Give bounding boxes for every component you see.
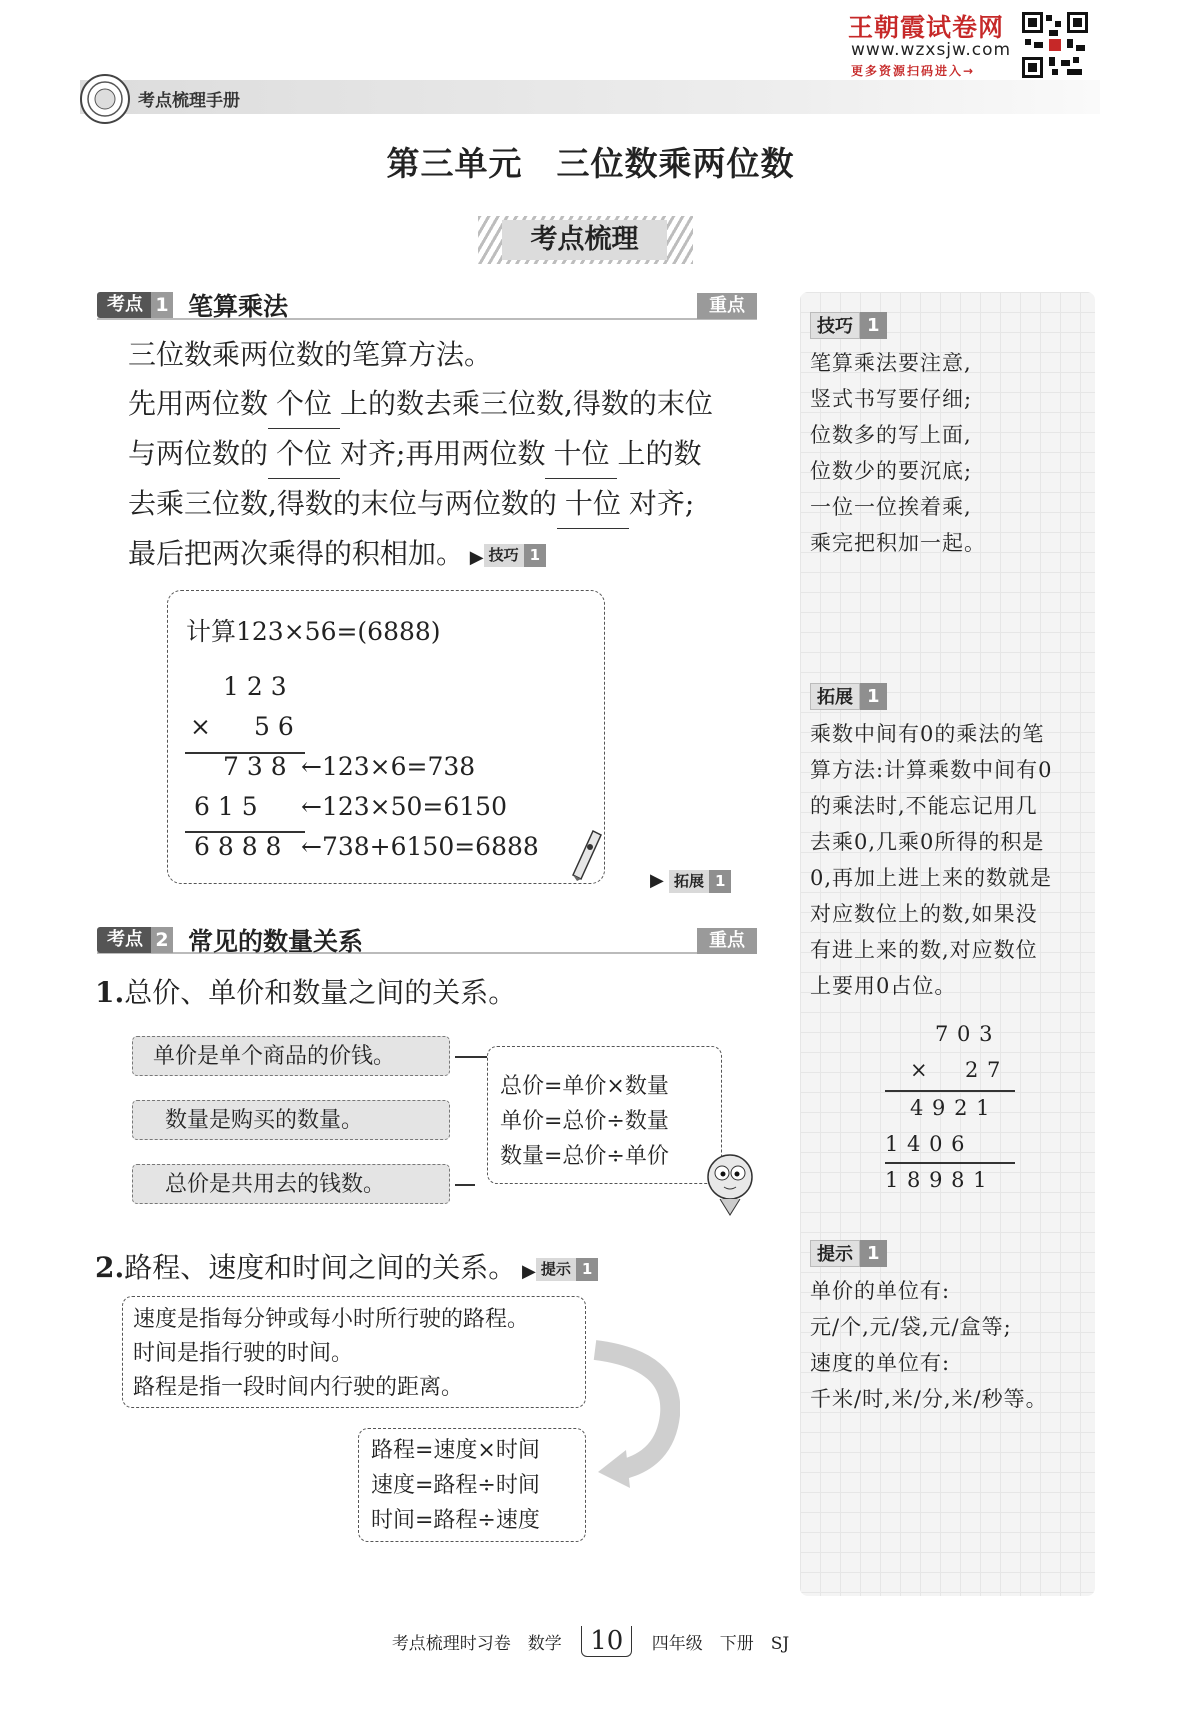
- side-calc-row1: 7 0 3: [935, 1022, 994, 1046]
- sidebar-hint-section: [810, 1240, 1048, 1417]
- calc-row-multiplier: 5 6: [254, 712, 294, 741]
- badge-num: 1: [860, 312, 887, 339]
- topic1-num: 1: [151, 292, 173, 318]
- ext-badge: [810, 683, 887, 710]
- answer-blank: 十位: [545, 429, 617, 479]
- ext-line: 去乘0,几乘0所得的积是: [810, 830, 1045, 854]
- brand-url: www.wzxsjw.com: [851, 40, 1012, 60]
- ext-line: 有进上来的数,对应数位: [810, 938, 1038, 962]
- text: 先用两位数: [128, 387, 269, 420]
- calc-title: 计算123×56=(6888): [186, 617, 441, 646]
- ext-line: 对应数位上的数,如果没: [810, 902, 1038, 926]
- hint-badge: [810, 1240, 887, 1267]
- ref-label: 拓展: [669, 870, 709, 893]
- unit-title: 第三单元 三位数乘两位数: [386, 144, 795, 183]
- brand-slogan: 更多资源扫码进入→: [851, 64, 976, 78]
- hint-ref-badge[interactable]: [536, 1258, 598, 1281]
- badge-num: 1: [860, 683, 887, 710]
- sidebar-tip-section: [810, 312, 986, 561]
- def-time: 时间是指行驶的时间。: [133, 1341, 354, 1366]
- brand-title: 王朝霞试卷网: [848, 13, 1005, 42]
- topic1-line5: [128, 529, 778, 582]
- topic2-num: 2: [151, 927, 173, 953]
- ext-line: 上要用0占位。: [810, 974, 957, 998]
- topic1-body: [128, 330, 778, 582]
- text: 对齐;再用两位数: [340, 437, 546, 470]
- formula-distance: 路程=速度×时间: [371, 1438, 540, 1463]
- hint-line: 速度的单位有:: [810, 1351, 951, 1375]
- badge-label: 技巧: [810, 312, 860, 339]
- text: 最后把两次乘得的积相加。: [128, 537, 465, 570]
- ext-line: 0,再加上进上来的数就是: [810, 866, 1053, 890]
- play-arrow-icon: ▶: [516, 1261, 536, 1282]
- formula-speed: 速度=路程÷时间: [371, 1473, 540, 1498]
- ref-num: 1: [524, 544, 546, 567]
- answer-blank: 个位: [268, 379, 340, 429]
- tip-badge: [810, 312, 887, 339]
- play-arrow-icon: ▶: [464, 547, 484, 568]
- curved-arrow-icon: [590, 1340, 680, 1490]
- logo-icon: [80, 74, 130, 124]
- footer: [0, 1626, 1181, 1657]
- tip-line: 竖式书写要仔细;: [810, 387, 973, 411]
- topic2-tag: 考点: [97, 927, 153, 953]
- badge-label: 提示: [810, 1240, 860, 1267]
- topic1-line3: [128, 429, 778, 479]
- ext-text: [810, 716, 1052, 1004]
- side-calc-row3: 4 9 2 1: [910, 1096, 991, 1120]
- text: 上的数去乘三位数,得数的末位: [340, 387, 713, 420]
- relation-box-total: 总价是共用去的钱数。: [132, 1164, 450, 1204]
- formula-total: 总价=单价×数量: [500, 1074, 669, 1099]
- manual-label: 考点梳理手册: [138, 91, 240, 111]
- calc-row-multiplicand: 1 2 3: [223, 672, 287, 701]
- sidebar-ext-section: [810, 683, 1052, 1004]
- ext-ref-badge[interactable]: [669, 870, 731, 893]
- topic2-key-badge: 重点: [697, 928, 757, 954]
- topic2-item1: [95, 968, 516, 1017]
- calc-partial-2: 6 1 5: [194, 792, 258, 821]
- distance-formula-box: [358, 1428, 586, 1542]
- ext-line: 乘数中间有0的乘法的笔: [810, 722, 1045, 746]
- qr-code-icon[interactable]: [1022, 12, 1088, 78]
- topic1-tag: 考点: [97, 292, 153, 318]
- section-title: 考点梳理: [502, 220, 667, 260]
- hint-line: 千米/时,米/分,米/秒等。: [810, 1387, 1048, 1411]
- relation-box-quantity: 数量是购买的数量。: [132, 1100, 450, 1140]
- formula-quantity: 数量=总价÷单价: [500, 1144, 669, 1169]
- ext-ref: [650, 870, 731, 893]
- topic1-line4: [128, 479, 778, 529]
- tip-line: 位数多的写上面,: [810, 423, 972, 447]
- text: 对齐;: [628, 487, 695, 520]
- side-calc-row5: 1 8 9 8 1: [885, 1168, 988, 1192]
- ref-num: 1: [576, 1258, 598, 1281]
- topic1-line2: [128, 379, 778, 429]
- topic2-title: 常见的数量关系: [188, 927, 364, 956]
- tip-line: 一位一位挨着乘,: [810, 495, 972, 519]
- tip-ref-badge[interactable]: [484, 544, 546, 567]
- item-text: 路程、速度和时间之间的关系。: [124, 1251, 517, 1284]
- text: 与两位数的: [128, 437, 269, 470]
- connector-line: [455, 1184, 475, 1186]
- footer-right: 四年级 下册 SJ: [651, 1634, 790, 1654]
- calc-times-sign: ×: [190, 712, 211, 741]
- hint-line: 元/个,元/袋,元/盒等;: [810, 1315, 1012, 1339]
- definitions-box: [122, 1296, 586, 1408]
- cartoon-mascot-icon: [700, 1145, 760, 1217]
- play-arrow-icon: ▶: [650, 870, 664, 891]
- tip-text: [810, 345, 986, 561]
- tip-line: 乘完把积加一起。: [810, 531, 986, 555]
- item-text: 总价、单价和数量之间的关系。: [124, 976, 517, 1009]
- item-num: 2.: [95, 1251, 125, 1284]
- badge-label: 拓展: [810, 683, 860, 710]
- item-num: 1.: [95, 976, 125, 1009]
- calc-partial-1: 7 3 8: [223, 752, 287, 781]
- hint-line: 单价的单位有:: [810, 1279, 951, 1303]
- side-calc-row2: 2 7: [965, 1058, 1002, 1082]
- ext-line: 的乘法时,不能忘记用几: [810, 794, 1038, 818]
- topic2-item2: [95, 1243, 598, 1296]
- badge-num: 1: [860, 1240, 887, 1267]
- side-calc-row4: 1 4 0 6: [885, 1132, 966, 1156]
- calc-note-2: ←123×50=6150: [301, 792, 507, 821]
- tip-line: 位数少的要沉底;: [810, 459, 973, 483]
- relation-box-price: 单价是单个商品的价钱。: [132, 1036, 450, 1076]
- answer-blank: 个位: [268, 429, 340, 479]
- connector-line: [455, 1056, 487, 1058]
- ext-line: 算方法:计算乘数中间有0: [810, 758, 1053, 782]
- page-number: 10: [581, 1626, 632, 1657]
- ref-label: 技巧: [484, 544, 524, 567]
- text: 去乘三位数,得数的末位与两位数的: [128, 487, 557, 520]
- ref-num: 1: [709, 870, 731, 893]
- topic1-line1: 三位数乘两位数的笔算方法。: [128, 338, 493, 371]
- text: 上的数: [617, 437, 702, 470]
- formula-time: 时间=路程÷速度: [371, 1508, 540, 1533]
- topic1-key-badge: 重点: [697, 293, 757, 319]
- calc-note-1: ←123×6=738: [301, 752, 476, 781]
- calc-result: 6 8 8 8: [194, 832, 282, 861]
- formula-unit-price: 单价=总价÷数量: [500, 1109, 669, 1134]
- footer-left: 考点梳理时习卷 数学: [391, 1634, 562, 1654]
- ref-label: 提示: [536, 1258, 576, 1281]
- price-formula-box: [487, 1046, 722, 1184]
- answer-blank: 十位: [557, 479, 629, 529]
- hint-text: [810, 1273, 1048, 1417]
- topic1-title: 笔算乘法: [188, 292, 289, 321]
- side-calc-sign: ×: [910, 1058, 929, 1082]
- tip-line: 笔算乘法要注意,: [810, 351, 972, 375]
- calc-note-3: ←738+6150=6888: [301, 832, 539, 861]
- pencil-mascot-icon: [565, 825, 605, 881]
- def-speed: 速度是指每分钟或每小时所行驶的路程。: [133, 1307, 530, 1332]
- def-distance: 路程是指一段时间内行驶的距离。: [133, 1375, 464, 1400]
